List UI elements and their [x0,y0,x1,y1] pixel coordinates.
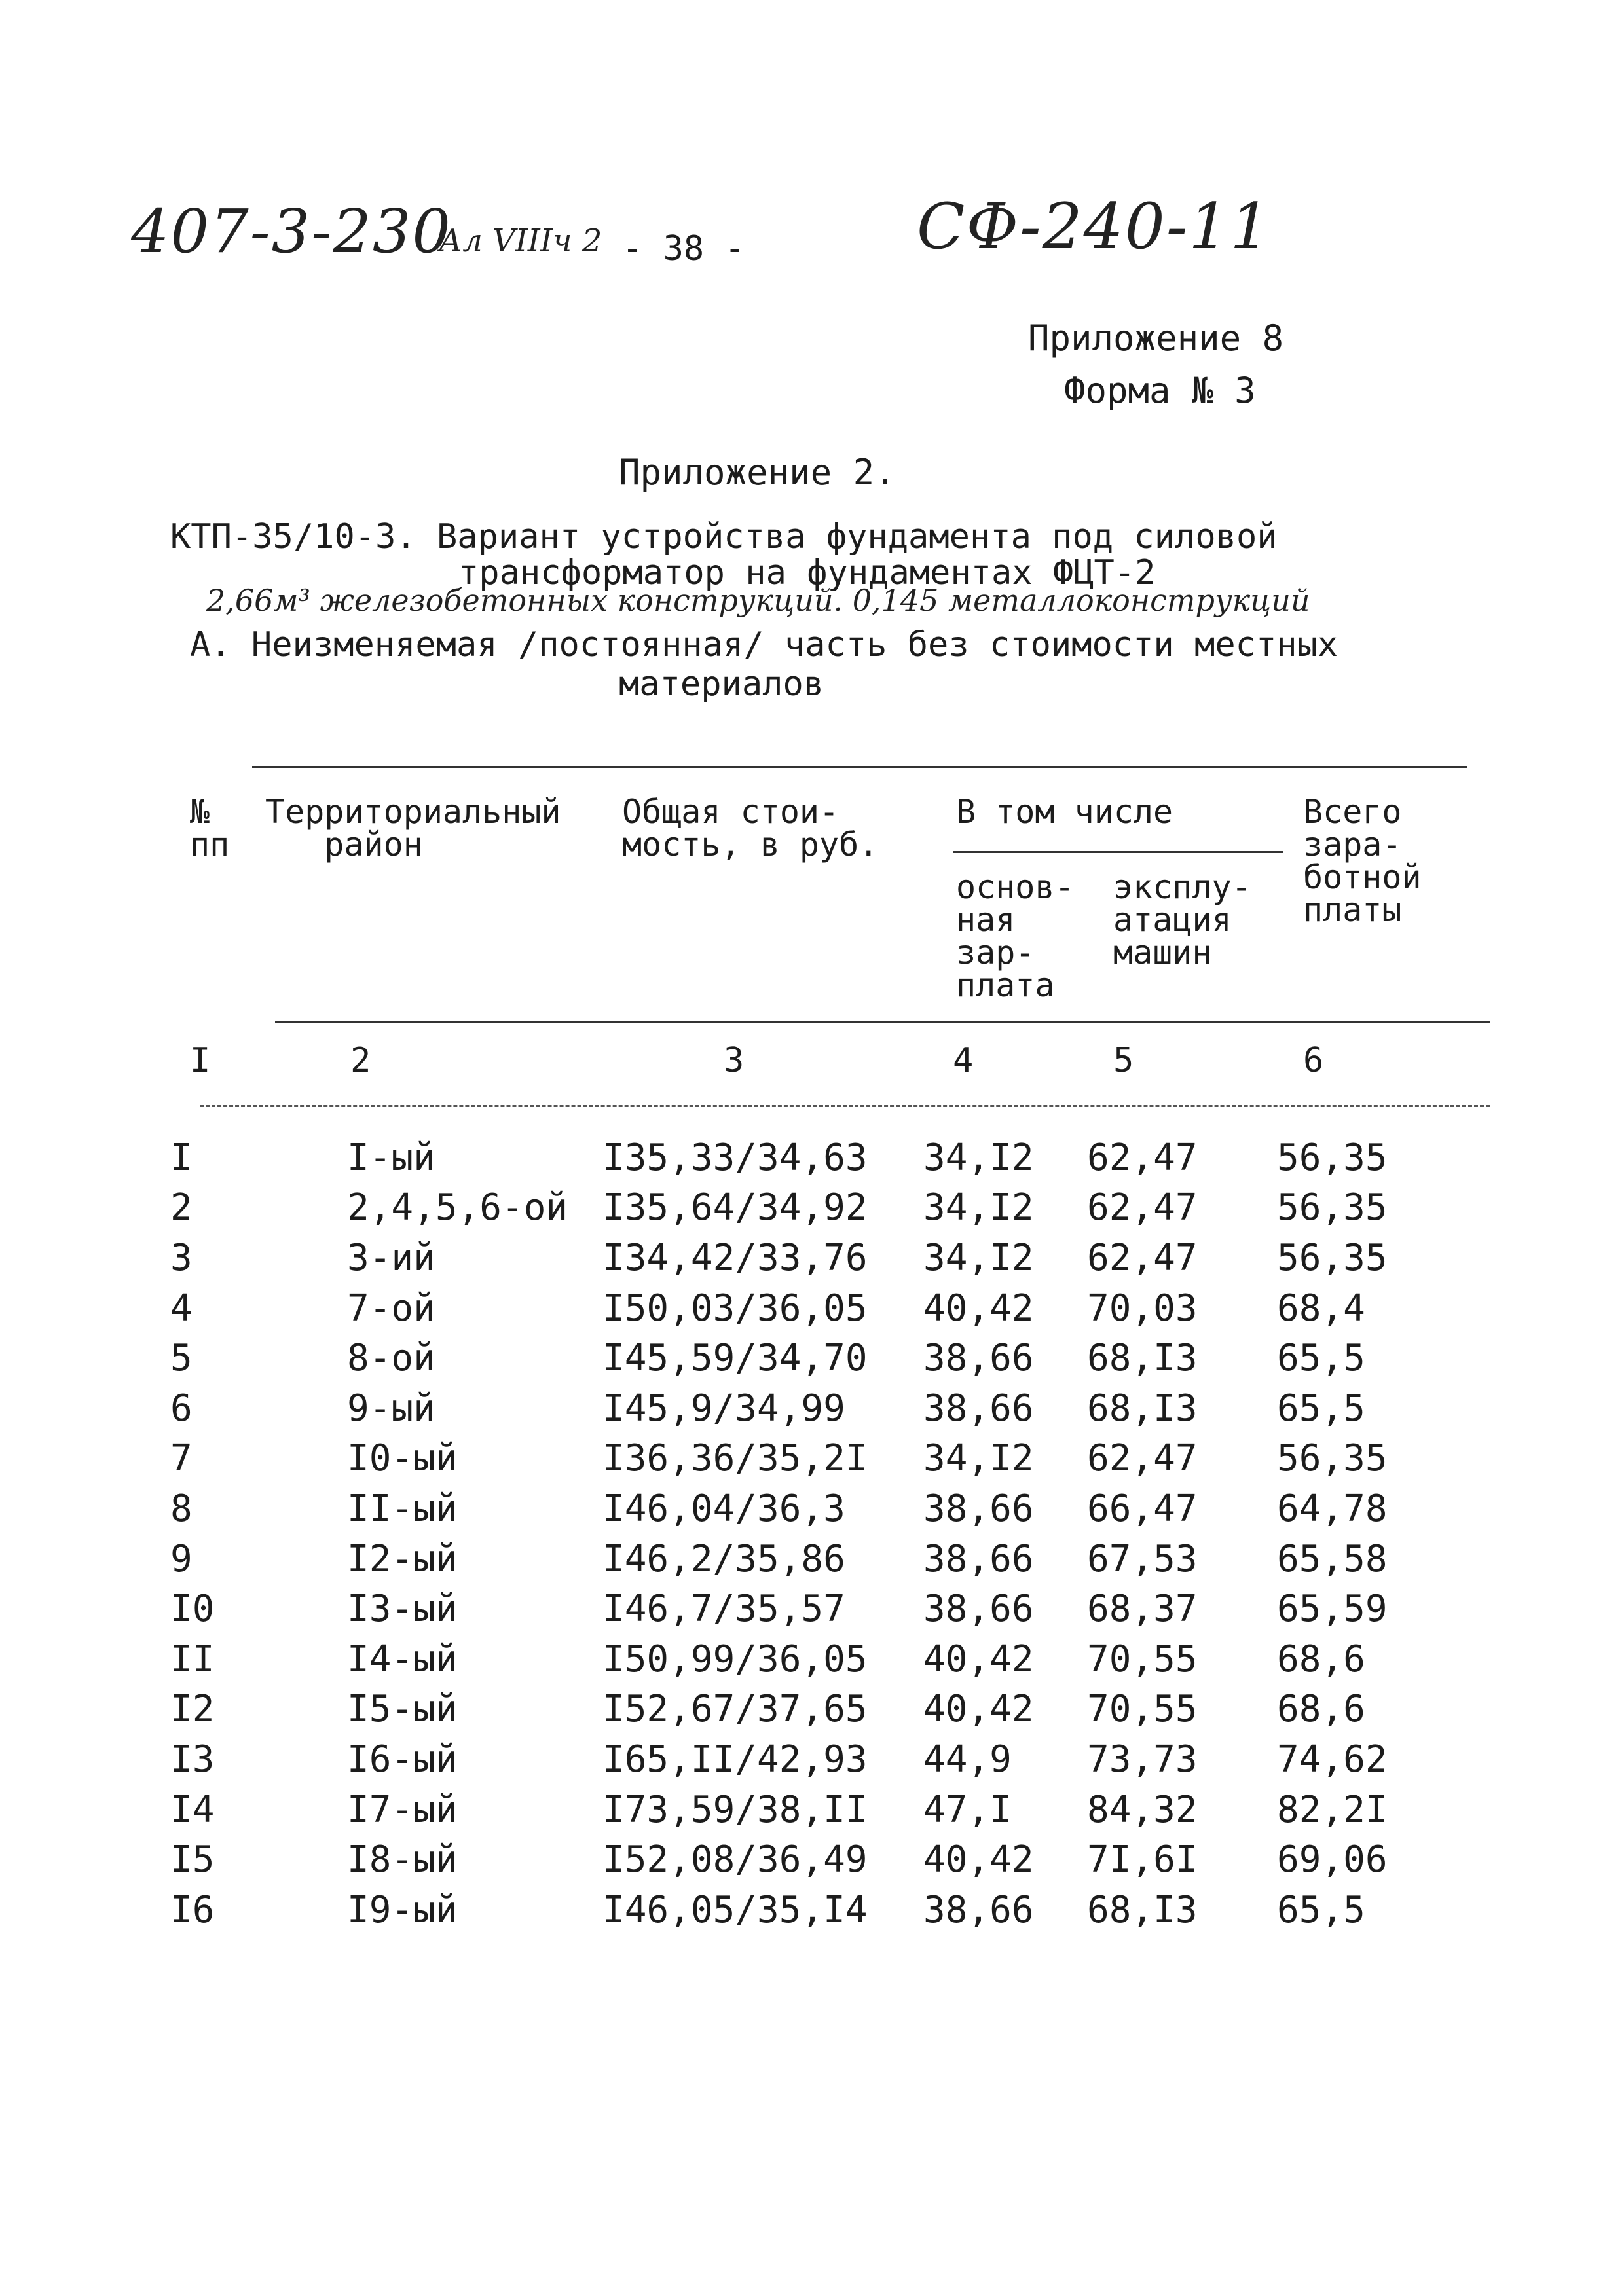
column-number-1: I [190,1041,211,1080]
region-cell: I0-ый [347,1437,458,1480]
machine-operation-cell: 68,37 [1087,1588,1198,1631]
subtitle-line-2: материалов [619,665,824,704]
machine-operation-cell: 73,73 [1087,1738,1198,1781]
total-cost-cell: I46,7/35,57 [602,1588,845,1631]
total-wages-cell: 65,58 [1277,1537,1388,1580]
base-wage-cell: 38,66 [923,1537,1034,1580]
table-row [170,1434,1480,1484]
region-cell: I2-ый [347,1537,458,1580]
machine-operation-cell: 68,I3 [1087,1337,1198,1380]
total-wages-cell: 74,62 [1277,1738,1388,1781]
cost-table [170,1133,1480,1935]
machine-operation-cell: 70,55 [1087,1688,1198,1731]
base-wage-cell: 40,42 [923,1838,1034,1882]
base-wage-cell: 38,66 [923,1588,1034,1631]
row-number-cell: 9 [170,1537,193,1580]
total-cost-cell: I50,03/36,05 [602,1286,868,1330]
handwritten-note: 2,66м³ железобетонных конструкций. 0,145 металлоконструкций [206,583,1310,618]
total-cost-cell: I65,II/42,93 [602,1738,868,1781]
region-cell: I5-ый [347,1688,458,1731]
sheet-code: СФ-240-11 [917,190,1272,263]
machine-operation-cell: 84,32 [1087,1788,1198,1831]
subtitle-line-1: А. Неизменяемая /постоянная/ часть без стоимости местных [190,625,1338,665]
total-cost-cell: I35,64/34,92 [602,1186,868,1230]
table-row [170,1634,1480,1685]
table-row [170,1233,1480,1283]
table-row [170,1685,1480,1735]
machine-operation-cell: 70,03 [1087,1286,1198,1330]
column-number-2: 2 [350,1041,371,1080]
row-number-cell: 5 [170,1337,193,1380]
total-wages-cell: 65,5 [1277,1337,1365,1380]
header-number: № пп [190,793,230,864]
machine-operation-cell: 62,47 [1087,1236,1198,1279]
machine-operation-cell: 67,53 [1087,1537,1198,1580]
header-including: В том числе [956,793,1173,831]
base-wage-cell: 34,I2 [923,1437,1034,1480]
total-cost-cell: I46,04/36,3 [602,1487,845,1530]
row-number-cell: 3 [170,1236,193,1279]
row-number-cell: II [170,1637,215,1681]
row-number-cell: 6 [170,1387,193,1430]
total-wages-cell: 56,35 [1277,1437,1388,1480]
base-wage-cell: 38,66 [923,1337,1034,1380]
region-cell: I7-ый [347,1788,458,1831]
region-cell: 8-ой [347,1337,435,1380]
total-cost-cell: I36,36/35,2I [602,1437,868,1480]
row-number-cell: 4 [170,1286,193,1330]
machine-operation-cell: 66,47 [1087,1487,1198,1530]
table-row [170,1383,1480,1434]
region-cell: I8-ый [347,1838,458,1882]
base-wage-cell: 40,42 [923,1688,1034,1731]
total-cost-cell: I50,99/36,05 [602,1637,868,1681]
total-wages-cell: 56,35 [1277,1236,1388,1279]
base-wage-cell: 44,9 [923,1738,1012,1781]
machine-operation-cell: 62,47 [1087,1186,1198,1230]
header-bottom-rule [275,1021,1490,1023]
table-row [170,1484,1480,1534]
machine-operation-cell: 7I,6I [1087,1838,1198,1882]
region-cell: 2,4,5,6-ой [347,1186,568,1230]
row-number-cell: I2 [170,1688,215,1731]
total-cost-cell: I73,59/38,II [602,1788,868,1831]
document-code: 407-3-230 [131,196,452,266]
table-row [170,1534,1480,1584]
machine-operation-cell: 62,47 [1087,1437,1198,1480]
column-number-3: 3 [724,1041,745,1080]
header-region: Территориальный район [265,793,561,864]
region-cell: 9-ый [347,1387,435,1430]
base-wage-cell: 38,66 [923,1487,1034,1530]
header-total-wages: Всего зара- ботной платы [1303,793,1422,929]
machine-operation-cell: 68,I3 [1087,1888,1198,1931]
title-line-2: трансформатор на фундаментах ФЦТ-2 [458,553,1156,592]
total-wages-cell: 68,6 [1277,1637,1365,1681]
machine-operation-cell: 70,55 [1087,1637,1198,1681]
table-row [170,1333,1480,1383]
base-wage-cell: 34,I2 [923,1136,1034,1179]
table-top-rule [252,766,1467,768]
header-machine-operation: эксплу- атация машин [1113,868,1251,972]
total-cost-cell: I46,05/35,I4 [602,1888,868,1931]
row-number-cell: I4 [170,1788,215,1831]
album-code: Ал VIIIч 2 [439,223,602,259]
total-cost-cell: I45,9/34,99 [602,1387,845,1430]
total-wages-cell: 65,59 [1277,1588,1388,1631]
row-number-cell: I3 [170,1738,215,1781]
column-number-6: 6 [1303,1041,1324,1080]
total-wages-cell: 82,2I [1277,1788,1388,1831]
table-row [170,1133,1480,1183]
table-row [170,1885,1480,1935]
total-wages-cell: 56,35 [1277,1136,1388,1179]
column-numbers-rule [200,1105,1490,1107]
region-cell: II-ый [347,1487,458,1530]
total-cost-cell: I52,08/36,49 [602,1838,868,1882]
appendix-8-label: Приложение 8 [1028,318,1284,359]
total-wages-cell: 68,6 [1277,1688,1365,1731]
row-number-cell: I0 [170,1588,215,1631]
form-number-label: Форма № 3 [1064,370,1256,411]
base-wage-cell: 38,66 [923,1387,1034,1430]
row-number-cell: 8 [170,1487,193,1530]
appendix-2-label: Приложение 2. [619,452,896,493]
header-base-wage: основ- ная зар- плата [956,868,1075,1004]
total-cost-cell: I46,2/35,86 [602,1537,845,1580]
title-line-1: КТП-35/10-3. Вариант устройства фундамента под силовой [170,517,1278,556]
row-number-cell: I [170,1136,193,1179]
base-wage-cell: 34,I2 [923,1186,1034,1230]
column-number-4: 4 [953,1041,974,1080]
row-number-cell: I5 [170,1838,215,1882]
total-cost-cell: I52,67/37,65 [602,1688,868,1731]
table-row [170,1834,1480,1885]
base-wage-cell: 38,66 [923,1888,1034,1931]
total-wages-cell: 65,5 [1277,1387,1365,1430]
total-cost-cell: I45,59/34,70 [602,1337,868,1380]
total-wages-cell: 65,5 [1277,1888,1365,1931]
header-total-cost: Общая стои- мость, в руб. [622,793,879,864]
table-row [170,1183,1480,1233]
table-row [170,1785,1480,1835]
total-cost-cell: I35,33/34,63 [602,1136,868,1179]
total-cost-cell: I34,42/33,76 [602,1236,868,1279]
region-cell: I-ый [347,1136,435,1179]
total-wages-cell: 69,06 [1277,1838,1388,1882]
total-wages-cell: 68,4 [1277,1286,1365,1330]
total-wages-cell: 64,78 [1277,1487,1388,1530]
group-header-rule [953,851,1283,853]
total-wages-cell: 56,35 [1277,1186,1388,1230]
machine-operation-cell: 62,47 [1087,1136,1198,1179]
base-wage-cell: 34,I2 [923,1236,1034,1279]
region-cell: 3-ий [347,1236,435,1279]
row-number-cell: 2 [170,1186,193,1230]
table-row [170,1734,1480,1785]
machine-operation-cell: 68,I3 [1087,1387,1198,1430]
row-number-cell: 7 [170,1437,193,1480]
column-number-5: 5 [1113,1041,1134,1080]
region-cell: I9-ый [347,1888,458,1931]
table-row [170,1584,1480,1634]
base-wage-cell: 40,42 [923,1286,1034,1330]
region-cell: I4-ый [347,1637,458,1681]
region-cell: I3-ый [347,1588,458,1631]
base-wage-cell: 47,I [923,1788,1012,1831]
page-number: - 38 - [622,229,745,268]
region-cell: I6-ый [347,1738,458,1781]
base-wage-cell: 40,42 [923,1637,1034,1681]
row-number-cell: I6 [170,1888,215,1931]
table-row [170,1283,1480,1334]
region-cell: 7-ой [347,1286,435,1330]
